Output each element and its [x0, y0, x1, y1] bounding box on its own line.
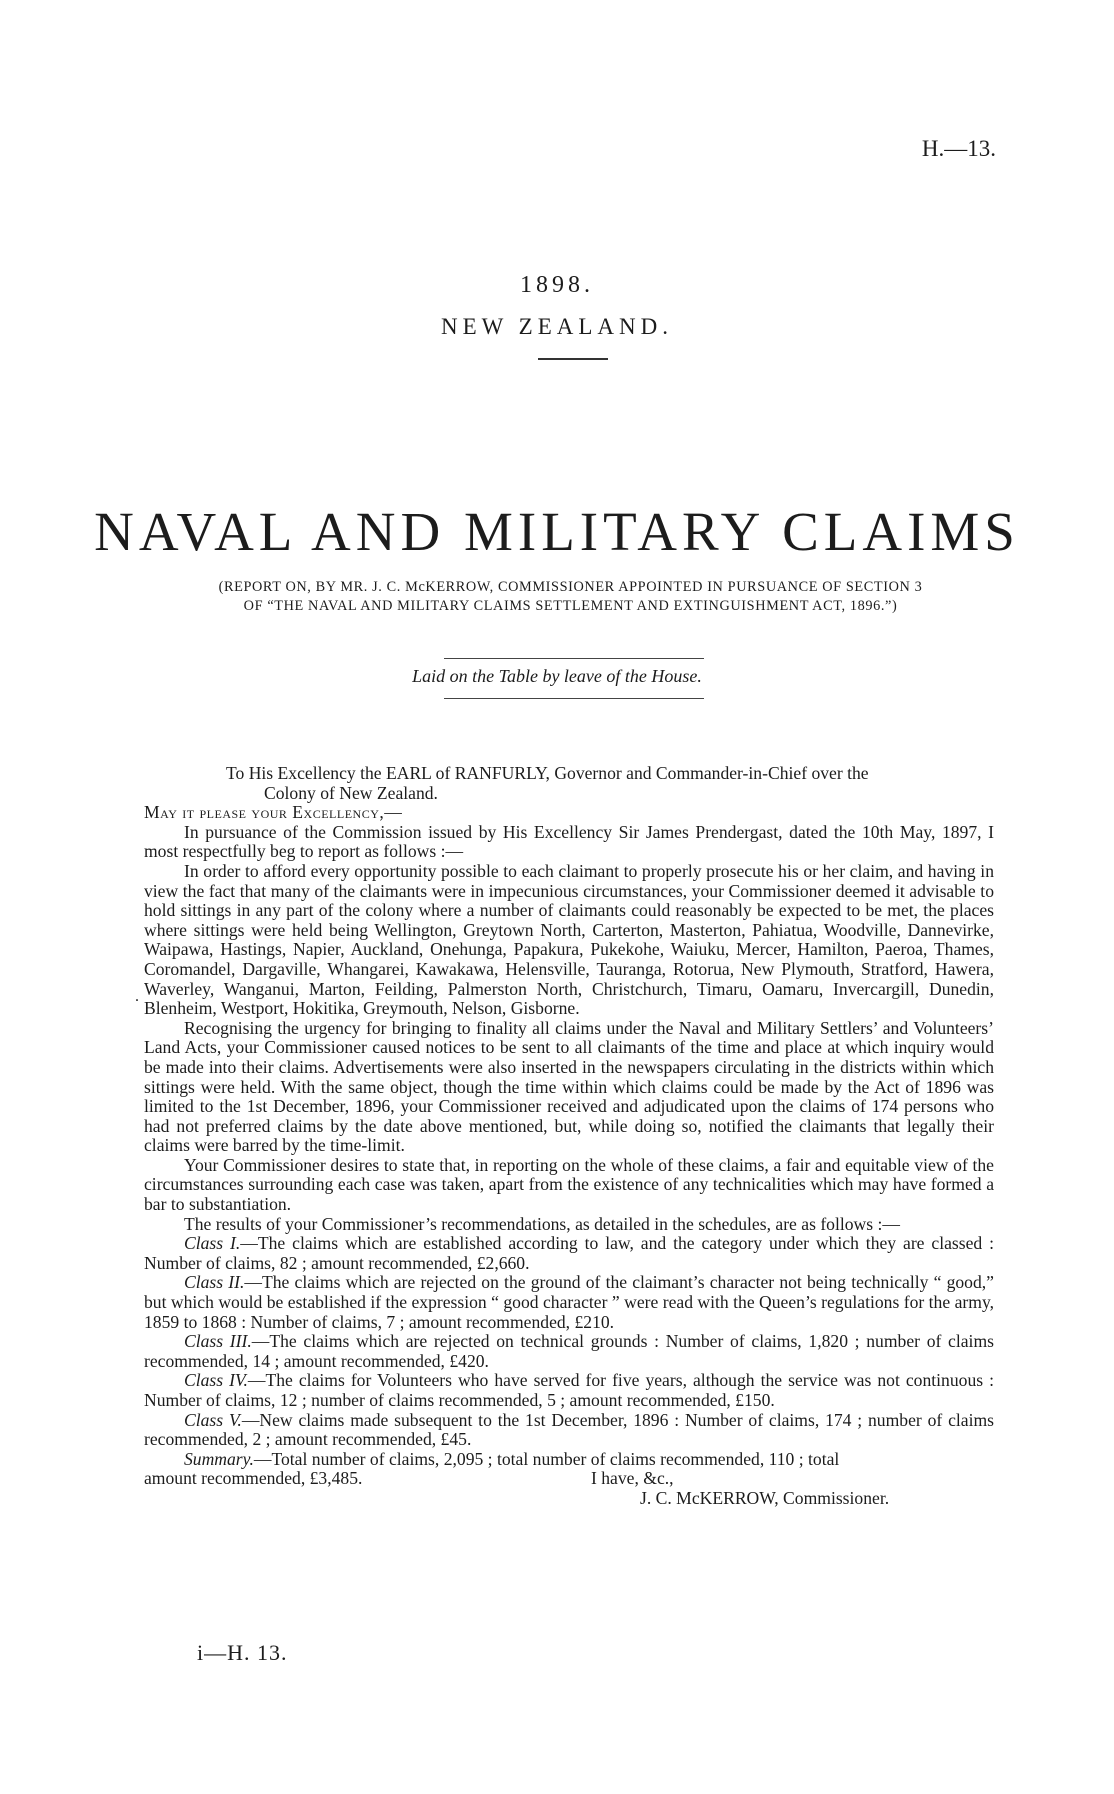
class-1-label: Class I.	[184, 1233, 241, 1254]
class-2-text: —The claims which are rejected on the ground of the claimant’s character not being technically “ good,” but which would be established if the expression “ good character ” were read with the Queen’s regulations for the army, 1859 to 1868 : Number of claims, 7 ; amount recommended, £210.	[144, 1272, 994, 1332]
closing: I have, &c.,	[591, 1468, 674, 1489]
class-5-label: Class V.	[184, 1409, 242, 1430]
salutation: May it please your Excellency,—	[144, 802, 403, 823]
class-2-label: Class II.	[184, 1272, 245, 1293]
header-rule	[538, 358, 608, 360]
class-5-paragraph	[144, 1411, 994, 1450]
paragraph-2: In order to afford every opportunity possible to each claimant to properly prosecute his or her claim, and having in view the fact that many of the claimants were in impecunious circumstances, your Commissioner deemed it advisable to hold sittings in any part of the colony where a number of claimants could reasonably be expected to be met, the places where sittings were held being Wellington, Greytown North, Carterton, Masterton, Pahiatua, Woodville, Dannevirke, Waipawa, Hastings, Napier, Auckland, Onehunga, Papakura, Pukekohe, Waiuku, Mercer, Hamilton, Paeroa, Thames, Coromandel, Dargaville, Whangarei, Kawakawa, Helensville, Tauranga, Rotorua, New Plymouth, Stratford, Hawera, Waverley, Wanganui, Marton, Feilding, Palmerston North, Christchurch, Timaru, Oamaru, Invercargill, Dunedin, Blenheim, Westport, Hokitika, Greymouth, Nelson, Gisborne.	[144, 860, 994, 1019]
laid-rule-top	[444, 658, 704, 659]
signature: J. C. McKERROW, Commissioner.	[640, 1488, 890, 1509]
summary-paragraph	[144, 1450, 994, 1470]
class-2-paragraph	[144, 1273, 994, 1332]
document-subtitle	[148, 578, 993, 616]
laid-rule-bottom	[444, 698, 704, 699]
class-3-text: —The claims which are rejected on technical grounds : Number of claims, 1,820 ; number of claims recommended, 14 ; amount recommended, £420.	[144, 1331, 994, 1371]
country: NEW ZEALAND.	[440, 314, 674, 339]
class-4-paragraph	[144, 1371, 994, 1410]
class-1-text: —The claims which are established according to law, and the category under which they are classed : Number of claims, 82 ; amount recommended, £2,660.	[144, 1233, 994, 1273]
summary-end: amount recommended, £3,485.	[144, 1468, 363, 1489]
class-3-label: Class III.	[184, 1331, 252, 1352]
class-3-paragraph	[144, 1332, 994, 1371]
footer-reference: i—H. 13.	[197, 1640, 288, 1665]
class-4-text: —The claims for Volunteers who have served for five years, although the service was not continuous : Number of claims, 12 ; number of claims recommended, 5 ; amount recommended, £150.	[144, 1370, 995, 1410]
summary-label: Summary.	[184, 1448, 254, 1469]
class-1-paragraph	[144, 1234, 994, 1273]
letter-body	[144, 764, 994, 1509]
paragraph-1: In pursuance of the Commission issued by His Excellency Sir James Prendergast, dated the 10th May, 1897, I most respectfully beg to report as follows :—	[144, 821, 994, 862]
paragraph-3: Recognising the urgency for bringing to finality all claims under the Naval and Military Settlers’ and Volunteers’ Land Acts, your Commissioner caused notices to be sent to all claimants of the time and place at which inquiry would be made into their claims. Advertisements were also inserted in the newspapers circulating in the districts within which sittings were held. With the same object, though the time within which claims could be made by the Act of 1896 was limited to the 1st December, 1896, your Commissioner received and adjudicated upon the claims of 174 persons who had not preferred claims by the date above mentioned, but, while doing so, notified the claimants that legally their claims were barred by the time-limit.	[144, 1017, 994, 1156]
document-title: NAVAL AND MILITARY CLAIMS	[94, 501, 1020, 562]
class-4-label: Class IV.	[184, 1370, 248, 1391]
summary-text: —Total number of claims, 2,095 ; total number of claims recommended, 110 ; total	[253, 1448, 840, 1469]
paragraph-4: Your Commissioner desires to state that, in reporting on the whole of these claims, a fair and equitable view of the circumstances surrounding each case was taken, apart from the existence of any technicalities which may have formed a bar to substantiation.	[144, 1154, 994, 1215]
addressee-line-2: Colony of New Zealand.	[264, 782, 438, 803]
addressee-line-1: To His Excellency the EARL of RANFURLY, Governor and Commander-in-Chief over the	[226, 763, 869, 783]
page-reference: H.—13.	[921, 136, 996, 161]
paragraph-5: The results of your Commissioner’s recommendations, as detailed in the schedules, are as follows :—	[184, 1213, 900, 1234]
subtitle-line-2: OF “THE NAVAL AND MILITARY CLAIMS SETTLEMENT AND EXTINGUISHMENT ACT, 1896.”)	[243, 598, 898, 614]
signoff-block	[144, 1469, 994, 1509]
class-5-text: —New claims made subsequent to the 1st December, 1896 : Number of claims, 174 ; number of claims recommended, 2 ; amount recommended, £45.	[144, 1409, 995, 1450]
year: 1898.	[520, 272, 594, 298]
margin-mark: .	[135, 988, 139, 1005]
laid-note: Laid on the Table by leave of the House.	[412, 666, 702, 686]
subtitle-line-1: (REPORT ON, BY MR. J. C. McKERROW, COMMISSIONER APPOINTED IN PURSUANCE OF SECTION 3	[218, 579, 923, 595]
